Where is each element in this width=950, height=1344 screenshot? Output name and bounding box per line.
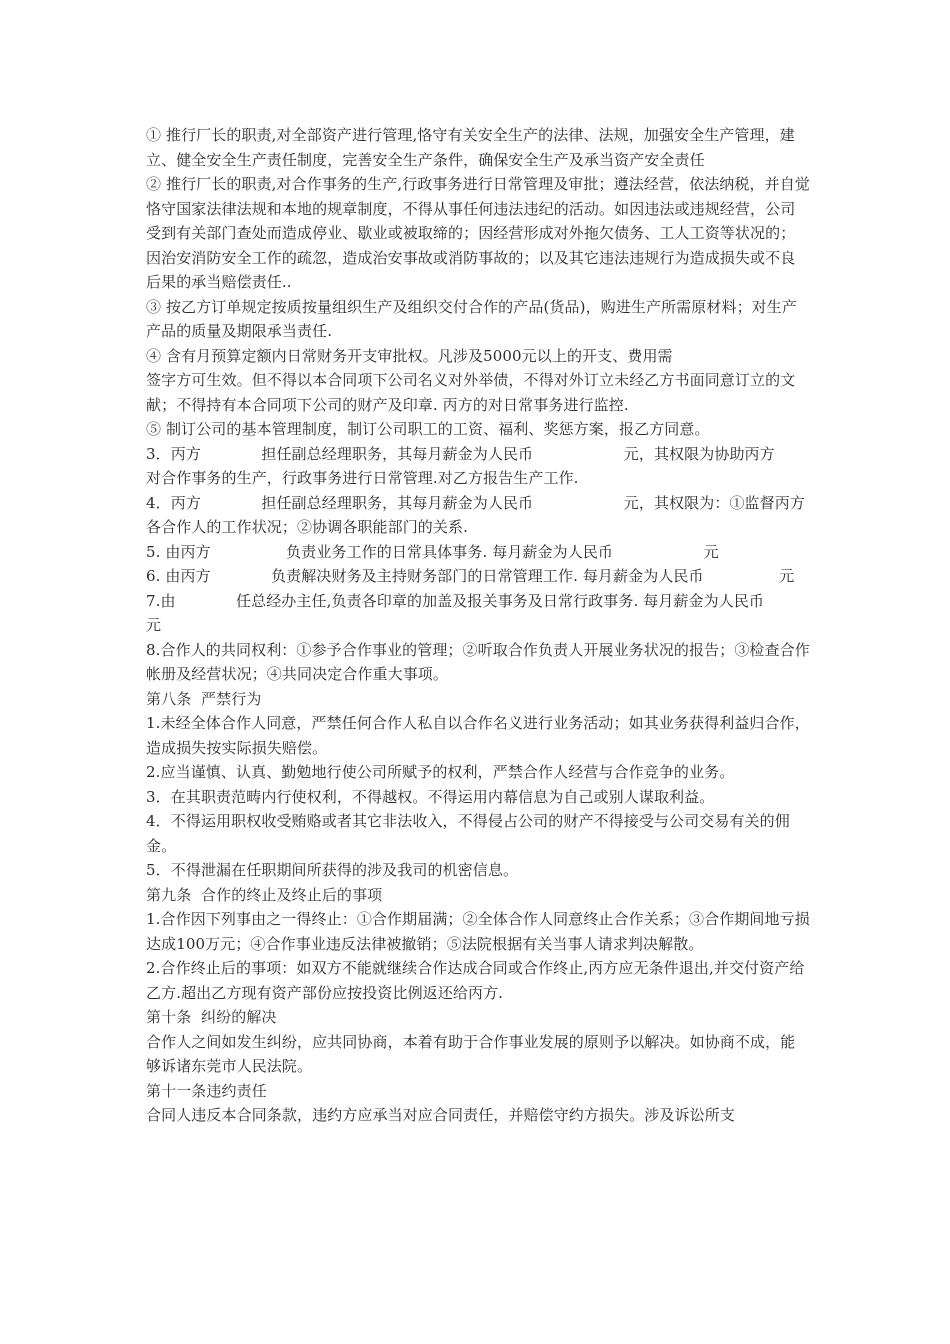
paragraph-prohibit-3: 3．在其职责范畴内行使权利，不得越权。不得运用内幕信息为自己或别人谋取利益。 (146, 787, 715, 806)
paragraph-duty-4-continued: 签字方可生效。但不得以本合同项下公司名义对外举债，不得对外订立未经乙方书面同意订立的文献；不得持有本合同项下公司的财产及印章. 丙方的对日常事务进行监控. (146, 371, 796, 414)
paragraph-prohibit-4: 4．不得运用职权收受贿赂或者其它非法收入，不得侵占公司的财产不得接受与公司交易有关的佣金。 (146, 812, 790, 855)
paragraph-prohibit-5: 5．不得泄漏在任职期间所获得的涉及我司的机密信息。 (146, 861, 519, 879)
paragraph-prohibit-1: 1.未经全体合作人同意，严禁任何合作人私自以合作名义进行业务活动；如其业务获得利益归合作，造成损失按实际损失赔偿。 (146, 714, 810, 757)
paragraph-dispute: 合作人之间如发生纠纷，应共同协商，本着有助于合作事业发展的原则予以解决。如协商不成，能够诉诸东莞市人民法院。 (146, 1032, 796, 1075)
paragraph-termination-1: 1.合作因下列事由之一得终止：①合作期届满；②全体合作人同意终止合作关系；③合作期间地亏损达成100万元；④合作事业违反法律被撤销；⑤法院根据有关当事人请求判决解散。 (146, 910, 810, 953)
section-heading-article-11: 第十一条违约责任 (146, 1081, 267, 1100)
paragraph-duty-5: ⑤ 制订公司的基本管理制度，制订公司职工的工资、福利、奖惩方案，报乙方同意。 (146, 420, 710, 438)
paragraph-item-8: 8.合作人的共同权利：①参予合作事业的管理；②听取合作负责人开展业务状况的报告；③检查合作帐册及经营状况；④共同决定合作重大事项。 (146, 640, 810, 683)
paragraph-item-6: 6. 由丙方 负责解决财务及主持财务部门的日常管理工作. 每月薪金为人民币 元 (146, 567, 795, 585)
paragraph-termination-2: 2.合作终止后的事项：如双方不能就继续合作达成合同或合作终止,丙方应无条件退出,并交付资产给乙方.超出乙方现有资产部份应按投资比例返还给丙方. (146, 959, 805, 1002)
section-heading-article-9: 第九条 合作的终止及终止后的事项 (146, 885, 383, 904)
document-body (146, 123, 840, 1128)
section-heading-article-8: 第八条 严禁行为 (146, 689, 262, 708)
paragraph-duty-3: ③ 按乙方订单规定按质按量组织生产及组织交付合作的产品(货品)，购进生产所需原材料；对生产产品的质量及期限承当责任. (146, 297, 797, 340)
paragraph-prohibit-2: 2.应当谨慎、认真、勤勉地行使公司所赋予的权利，严禁合作人经营与合作竞争的业务。 (146, 763, 735, 781)
paragraph-duty-1: ① 推行厂长的职责,对全部资产进行管理,恪守有关安全生产的法律、法规，加强安全生产管理，建立、健全安全生产责任制度，完善安全生产条件，确保安全生产及承当资产安全责任 (146, 126, 795, 169)
paragraph-item-3: 3．丙方 担任副总经理职务，其每月薪金为人民币 元，其权限为协助丙方 对合作事务的生产，行政事务进行日常管理.对乙方报告生产工作. (146, 444, 836, 487)
paragraph-duty-4: ④ 含有月预算定额内日常财务开支审批权。凡涉及5000元以上的开支、费用需 (146, 346, 673, 365)
paragraph-duty-2: ② 推行厂长的职责,对合作事务的生产,行政事务进行日常管理及审批；遵法经营，依法纳税，并自觉恪守国家法律法规和本地的规章制度，不得从事任何违法违纪的活动。如因违法或违规经营，公司受到有关部门查处而造成停业、歇业或被取缔的；因经营形成对外拖欠债务、工人工资等状况的；因治安消防安全工作的疏忽，造成治安事故或消防事故的；以及其它违法违规行为造成损失或不良后果的承当赔偿责任.. (146, 175, 810, 291)
paragraph-item-5: 5. 由丙方 负责业务工作的日常具体事务. 每月薪金为人民币 元 (146, 542, 719, 561)
paragraph-item-4: 4．丙方 担任副总经理职务，其每月薪金为人民币 元，其权限为：①监督丙方各合作人的工作状况；②协调各职能部门的关系. (146, 493, 805, 536)
paragraph-item-7: 7.由 任总经办主任,负责各印章的加盖及报关事务及日常行政事务. 每月薪金为人民币 元 (146, 591, 840, 634)
section-heading-article-10: 第十条 纠纷的解决 (146, 1008, 277, 1026)
paragraph-breach: 合同人违反本合同条款，违约方应承当对应合同责任，并赔偿守约方损失。涉及诉讼所支 (146, 1106, 735, 1124)
